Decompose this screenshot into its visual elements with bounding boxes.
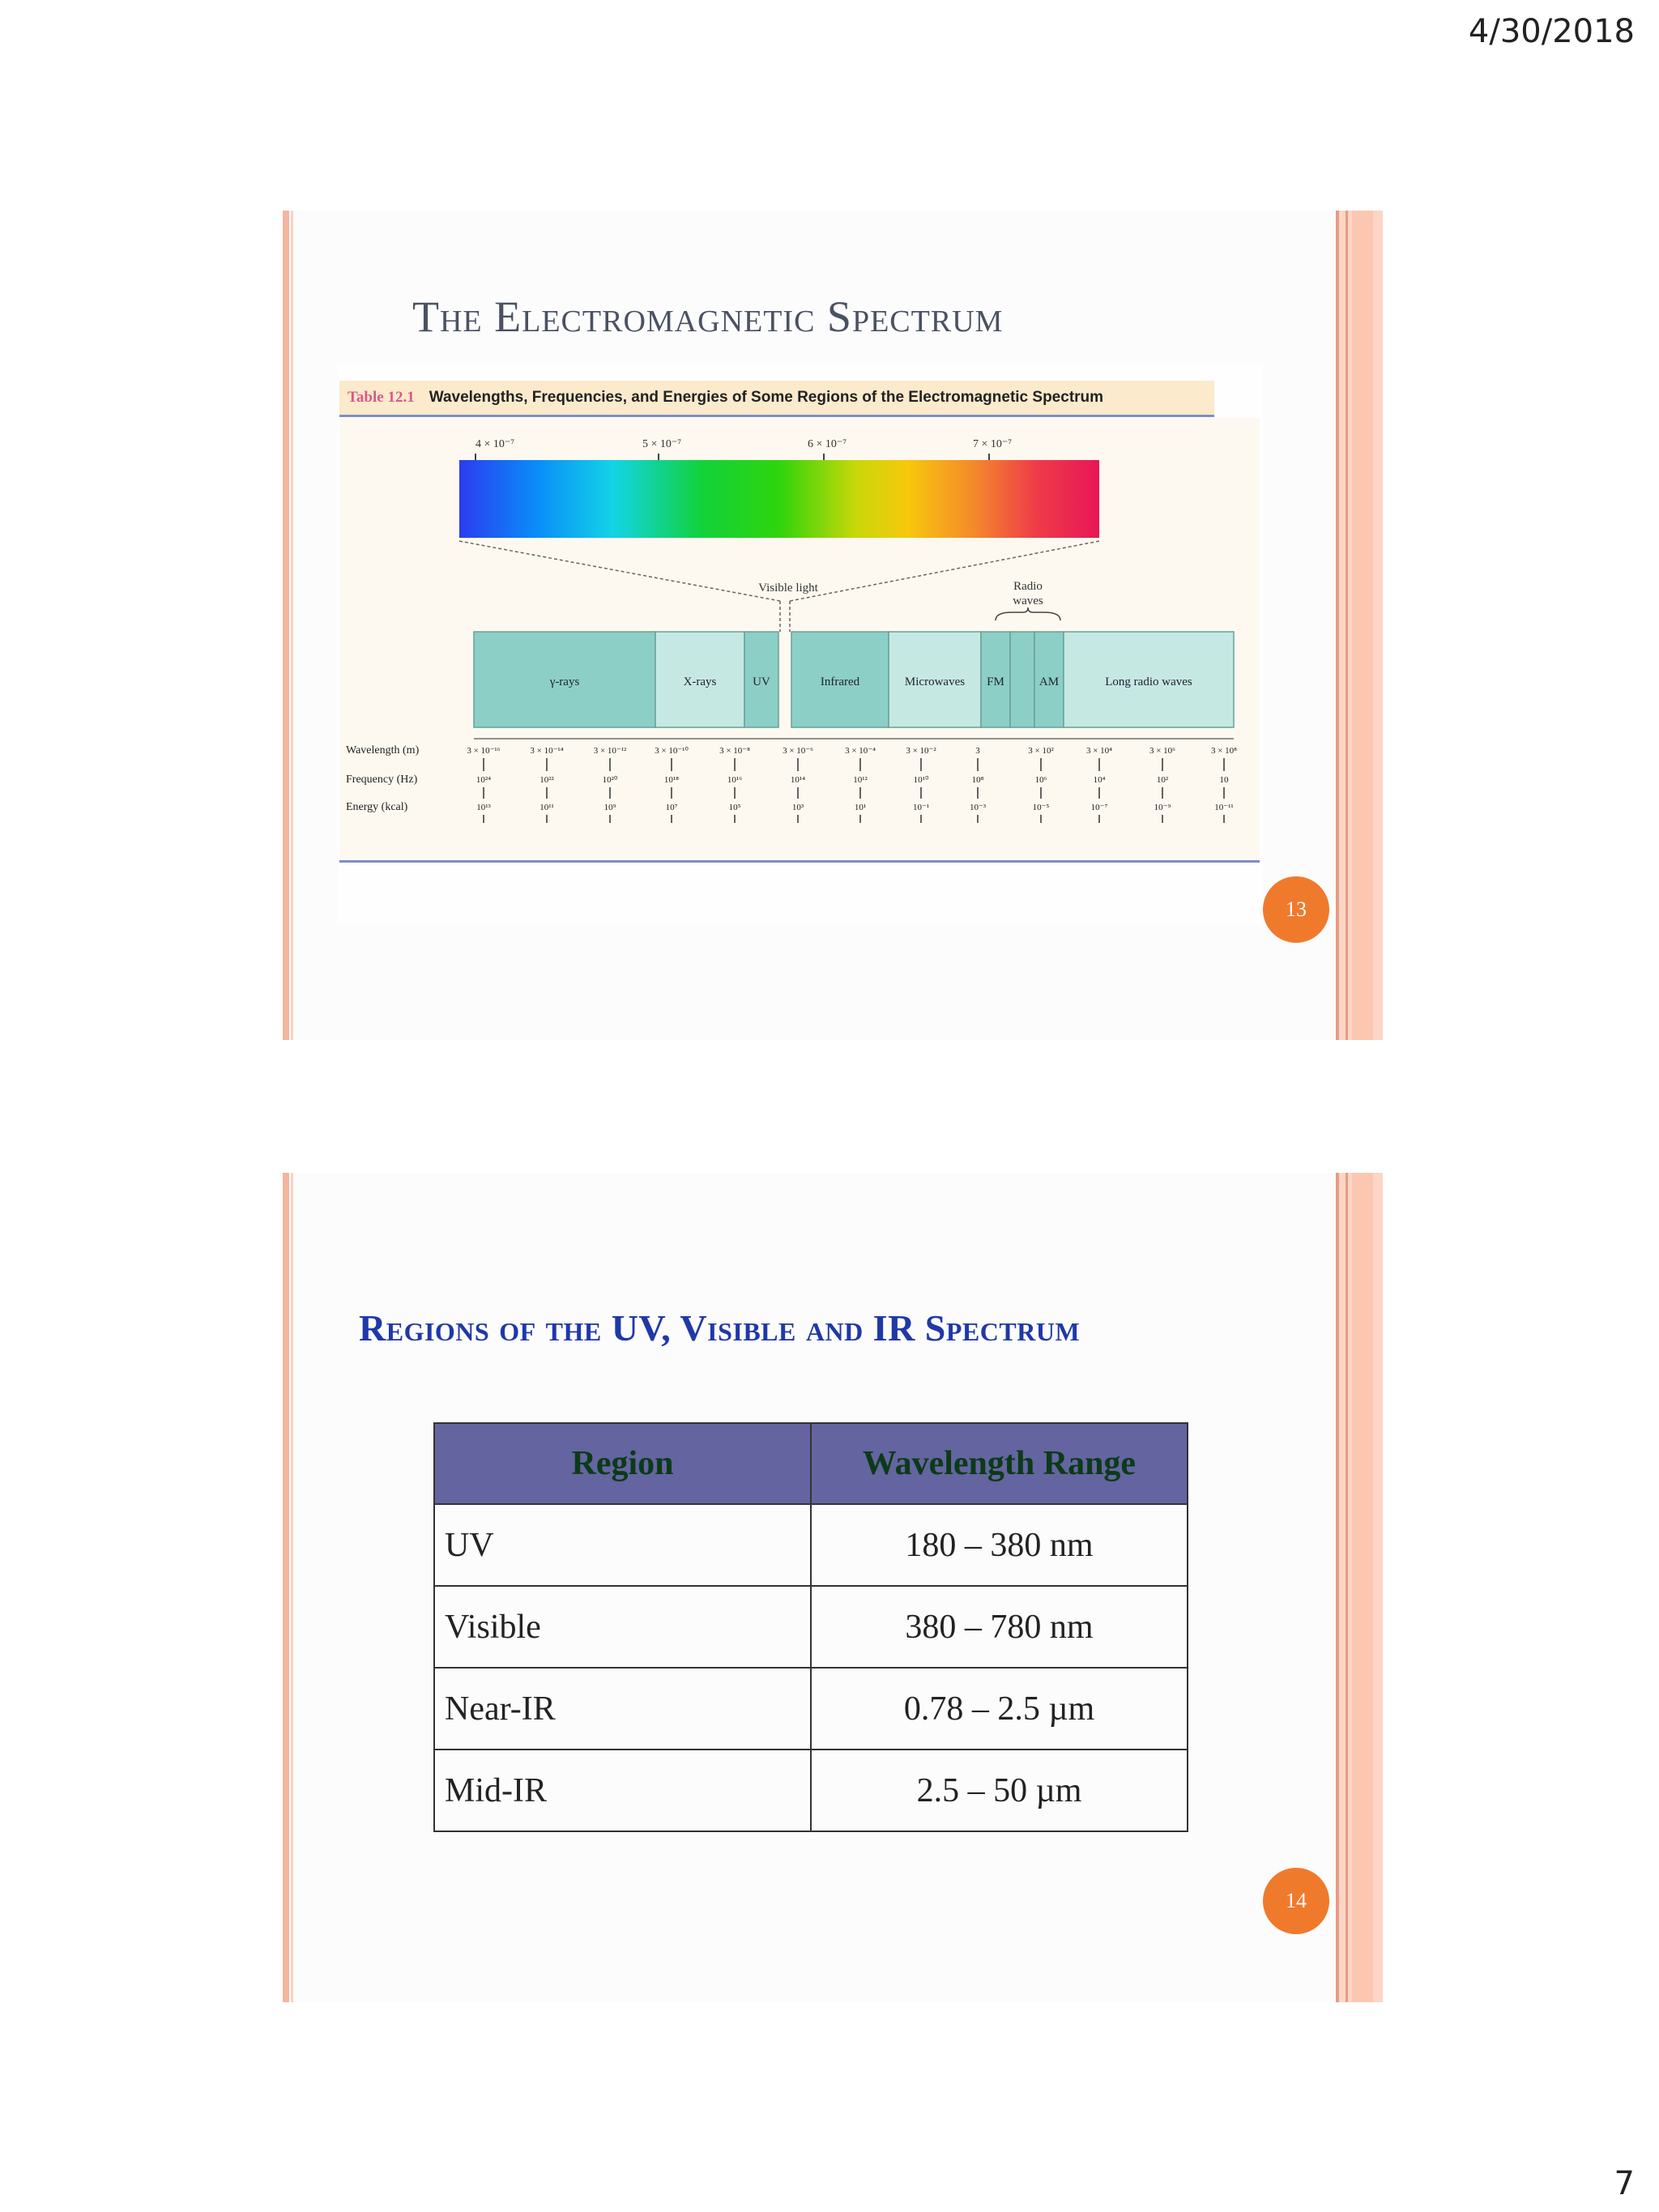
visible-light-gradient-bar	[459, 460, 1099, 538]
right-decorative-bar	[1336, 211, 1383, 1040]
table-title: Wavelengths, Frequencies, and Energies of Some Regions of the Electromagnetic Spectrum	[429, 389, 1104, 406]
scale-value-label: 10⁶	[1034, 775, 1047, 785]
table-header-row	[434, 1423, 1188, 1504]
regions-table	[433, 1422, 1188, 1832]
table-row	[434, 1750, 1188, 1831]
scale-value-label: 3	[975, 746, 980, 756]
scale-value-label: 10⁻¹¹	[1214, 803, 1234, 812]
range-cell: 180 – 380 nm	[811, 1504, 1188, 1586]
scale-value-label: 10⁴	[1093, 775, 1106, 785]
scale-value-label: 3 × 10²	[1028, 746, 1054, 756]
scale-value-label: 10¹⁸	[663, 775, 680, 785]
region-cell: UV	[434, 1504, 811, 1586]
spectrum-region-box	[1010, 632, 1034, 727]
scale-value-label: 10¹⁰	[913, 775, 929, 785]
em-spectrum-figure	[338, 364, 1263, 923]
scale-row-label: Energy (kcal)	[346, 801, 408, 813]
spectrum-region-label: Infrared	[820, 676, 860, 688]
scale-value-label: 10⁻⁵	[1032, 803, 1050, 812]
region-cell: Mid-IR	[434, 1750, 811, 1831]
radio-waves-label: waves	[1013, 595, 1043, 607]
spectrum-region-label: AM	[1038, 676, 1060, 688]
scale-value-label: 10	[1219, 775, 1229, 785]
print-date: 4/30/2018	[1468, 13, 1635, 50]
scale-value-label: 10¹²	[853, 775, 868, 785]
scale-value-label: 10¹³	[476, 803, 491, 812]
scale-value-label: 3 × 10⁻⁸	[719, 746, 750, 756]
slide-number-badge: 14	[1263, 1868, 1329, 1934]
scale-row-label: Wavelength (m)	[346, 744, 420, 757]
slide-title: Regions of the UV, Visible and IR Spectrum	[359, 1307, 1081, 1349]
visible-wavelength-tick-label: 5 × 10⁻⁷	[642, 438, 682, 450]
scale-value-label: 3 × 10⁻²	[906, 746, 936, 756]
scale-value-label: 10⁷	[665, 803, 678, 812]
column-header-wavelength-range: Wavelength Range	[811, 1423, 1188, 1504]
scale-value-label: 10³	[791, 803, 804, 812]
scale-value-label: 3 × 10⁴	[1085, 746, 1113, 756]
scale-value-label: 10²	[1156, 775, 1169, 785]
scale-value-label: 3 × 10⁻¹⁶	[467, 746, 501, 756]
figure-bottom-rule	[339, 860, 1260, 863]
spectrum-region-label: γ-rays	[549, 676, 580, 688]
scale-value-label: 10²²	[539, 775, 554, 785]
scale-value-label: 10²⁰	[602, 775, 618, 785]
visible-light-connector-left	[459, 541, 780, 601]
spectrum-diagram	[338, 364, 1263, 923]
slide-number-badge: 13	[1263, 876, 1329, 943]
spectrum-region-label: X-rays	[683, 676, 717, 688]
scale-value-label: 10¹	[854, 803, 867, 812]
scale-value-label: 10⁻⁹	[1154, 803, 1171, 812]
slide-title: The Electromagnetic Spectrum	[412, 292, 1004, 341]
region-cell: Near-IR	[434, 1668, 811, 1750]
region-cell: Visible	[434, 1586, 811, 1668]
scale-value-label: 10¹¹	[539, 803, 554, 812]
visible-wavelength-tick-label: 6 × 10⁻⁷	[808, 438, 847, 450]
scale-value-label: 3 × 10⁻¹²	[593, 746, 627, 756]
left-decorative-bar	[283, 211, 289, 1040]
range-cell: 0.78 – 2.5 µm	[811, 1668, 1188, 1750]
scale-value-label: 3 × 10⁻¹⁴	[530, 746, 564, 756]
scale-value-label: 10⁸	[971, 775, 984, 785]
table-row	[434, 1504, 1188, 1586]
range-cell: 380 – 780 nm	[811, 1586, 1188, 1668]
scale-value-label: 10²⁴	[476, 775, 492, 785]
visible-wavelength-tick-label: 4 × 10⁻⁷	[476, 438, 515, 450]
scale-value-label: 3 × 10⁻¹⁰	[655, 746, 689, 756]
slide-13	[283, 211, 1383, 1040]
table-number: Table 12.1	[348, 389, 415, 406]
scale-value-label: 10⁵	[728, 803, 741, 812]
column-header-region: Region	[434, 1423, 811, 1504]
right-decorative-bar	[1336, 1173, 1383, 2002]
scale-value-label: 10⁹	[603, 803, 616, 812]
scale-value-label: 10¹⁶	[727, 775, 743, 785]
spectrum-region-label: Microwaves	[904, 676, 966, 688]
visible-light-label: Visible light	[758, 582, 818, 595]
scale-value-label: 10¹⁴	[790, 775, 806, 785]
spectrum-region-label: UV	[753, 676, 770, 688]
spectrum-region-label: FM	[987, 676, 1004, 688]
scale-value-label: 3 × 10⁻⁴	[845, 746, 876, 756]
scale-value-label: 3 × 10⁸	[1210, 746, 1238, 756]
range-cell: 2.5 – 50 µm	[811, 1750, 1188, 1831]
scale-row-label: Frequency (Hz)	[346, 774, 418, 786]
left-decorative-bar	[283, 1173, 289, 2002]
visible-wavelength-tick-label: 7 × 10⁻⁷	[973, 438, 1013, 450]
scale-value-label: 10⁻¹	[912, 803, 930, 812]
table-row	[434, 1586, 1188, 1668]
table-row	[434, 1668, 1188, 1750]
scale-value-label: 10⁻⁷	[1090, 803, 1108, 812]
scale-value-label: 10⁻³	[969, 803, 987, 812]
radio-waves-brace	[996, 607, 1060, 620]
slide-14	[283, 1173, 1383, 2002]
scale-value-label: 3 × 10⁶	[1149, 746, 1176, 756]
visible-light-connector-right	[790, 541, 1099, 601]
page-number: 7	[1614, 2165, 1635, 2202]
radio-waves-label: Radio	[1013, 580, 1043, 593]
spectrum-region-label: Long radio waves	[1105, 676, 1192, 688]
scale-value-label: 3 × 10⁻⁶	[783, 746, 813, 756]
